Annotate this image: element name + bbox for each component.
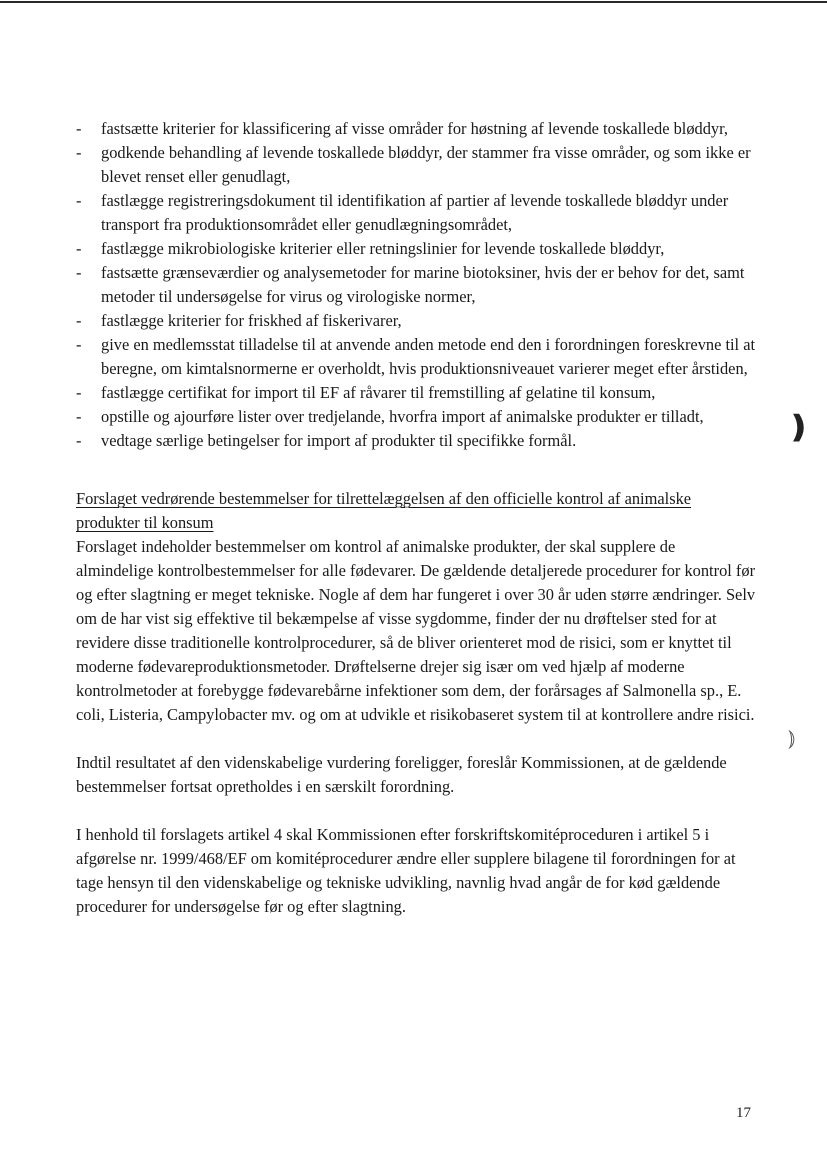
list-item xyxy=(76,333,756,381)
bullet-dash: - xyxy=(76,191,82,210)
top-edge-rule xyxy=(0,1,827,3)
list-item xyxy=(76,141,756,189)
bullet-dash: - xyxy=(76,431,82,450)
list-item xyxy=(76,429,756,453)
list-item-text: fastlægge mikrobiologiske kriterier eller retningslinier for levende toskallede bløddyr, xyxy=(101,239,665,258)
list-item-text: opstille og ajourføre lister over tredjelande, hvorfra import af animalske produkter er tilladt, xyxy=(101,407,704,426)
bullet-dash: - xyxy=(76,335,82,354)
body-paragraph: I henhold til forslagets artikel 4 skal Kommissionen efter forskriftskomitéproceduren i artikel 5 i afgørelse nr. 1999/468/EF om komitéprocedurer ændre eller supplere bilagene til forordningen for at tage hensyn til den videnskabelige og tekniske udvikling, navnlig hvad angår de for kød gældende procedurer for undersøgelse før og efter slagtning. xyxy=(76,825,736,916)
bullet-list xyxy=(76,117,756,453)
list-item-text: fastlægge kriterier for friskhed af fiskerivarer, xyxy=(101,311,402,330)
list-item-text: fastsætte kriterier for klassificering af visse områder for høstning af levende toskallede bløddyr, xyxy=(101,119,728,138)
list-item xyxy=(76,405,756,429)
list-item-text: vedtage særlige betingelser for import af produkter til specifikke formål. xyxy=(101,431,577,450)
bullet-dash: - xyxy=(76,263,82,282)
binder-hole-mark: ❫ xyxy=(786,410,812,445)
page-number: 17 xyxy=(736,1105,751,1121)
list-item-text: give en medlemsstat tilladelse til at anvende anden metode end den i forordningen foreskrevne til at beregne, om kimtalsnormerne er overholdt, hvis produktionsniveauet varierer meget efter årstiden, xyxy=(101,335,756,378)
document-body xyxy=(76,117,756,919)
list-item-text: fastlægge certifikat for import til EF af råvarer til fremstilling af gelatine til konsum, xyxy=(101,383,656,402)
bullet-dash: - xyxy=(76,143,82,162)
list-item xyxy=(76,309,756,333)
body-paragraph: Forslaget indeholder bestemmelser om kontrol af animalske produkter, der skal supplere de almindelige kontrolbestemmelser for alle fødevarer. De gældende detaljerede procedurer for kontrol før og efter slagtning er meget tekniske. Nogle af dem har fungeret i over 30 år uden større ændringer. Selv om de har vist sig effektive til bekæmpelse af visse sygdomme, finder der nu drøftelser sted for at revidere disse traditionelle kontrolprocedurer, så de bliver orienteret mod de risici, som er knyttet til moderne fødevareproduktionsmetoder. Drøftelserne drejer sig især om ved hjælp af moderne kontrolmetoder at forebygge fødevarebårne infektioner som dem, der forårsages af Salmonella sp., E. coli, Listeria, Campylobacter mv. og om at udvikle et risikobaseret system til at kontrollere andre risici. xyxy=(76,537,756,724)
list-item xyxy=(76,189,756,237)
binder-hole-mark: ⦆ xyxy=(788,726,796,751)
section-heading: Forslaget vedrørende bestemmelser for tilrettelæggelsen af den officielle kontrol af animalske produkter til konsum xyxy=(76,489,692,532)
bullet-dash: - xyxy=(76,407,82,426)
body-paragraph: Indtil resultatet af den videnskabelige vurdering foreligger, foreslår Kommissionen, at de gældende bestemmelser fortsat opretholdes i en særskilt forordning. xyxy=(76,753,727,796)
list-item xyxy=(76,117,756,141)
bullet-dash: - xyxy=(76,383,82,402)
list-item-text: fastsætte grænseværdier og analysemetoder for marine biotoksiner, hvis der er behov for det, samt metoder til undersøgelse for virus og virologiske normer, xyxy=(101,263,745,306)
list-item xyxy=(76,261,756,309)
bullet-dash: - xyxy=(76,119,82,138)
list-item-text: godkende behandling af levende toskallede bløddyr, der stammer fra visse områder, og som ikke er blevet renset eller genudlagt, xyxy=(101,143,751,186)
list-item xyxy=(76,237,756,261)
bullet-dash: - xyxy=(76,311,82,330)
list-item xyxy=(76,381,756,405)
bullet-dash: - xyxy=(76,239,82,258)
list-item-text: fastlægge registreringsdokument til identifikation af partier af levende toskallede bløddyr under transport fra produktionsområdet eller genudlægningsområdet, xyxy=(101,191,729,234)
